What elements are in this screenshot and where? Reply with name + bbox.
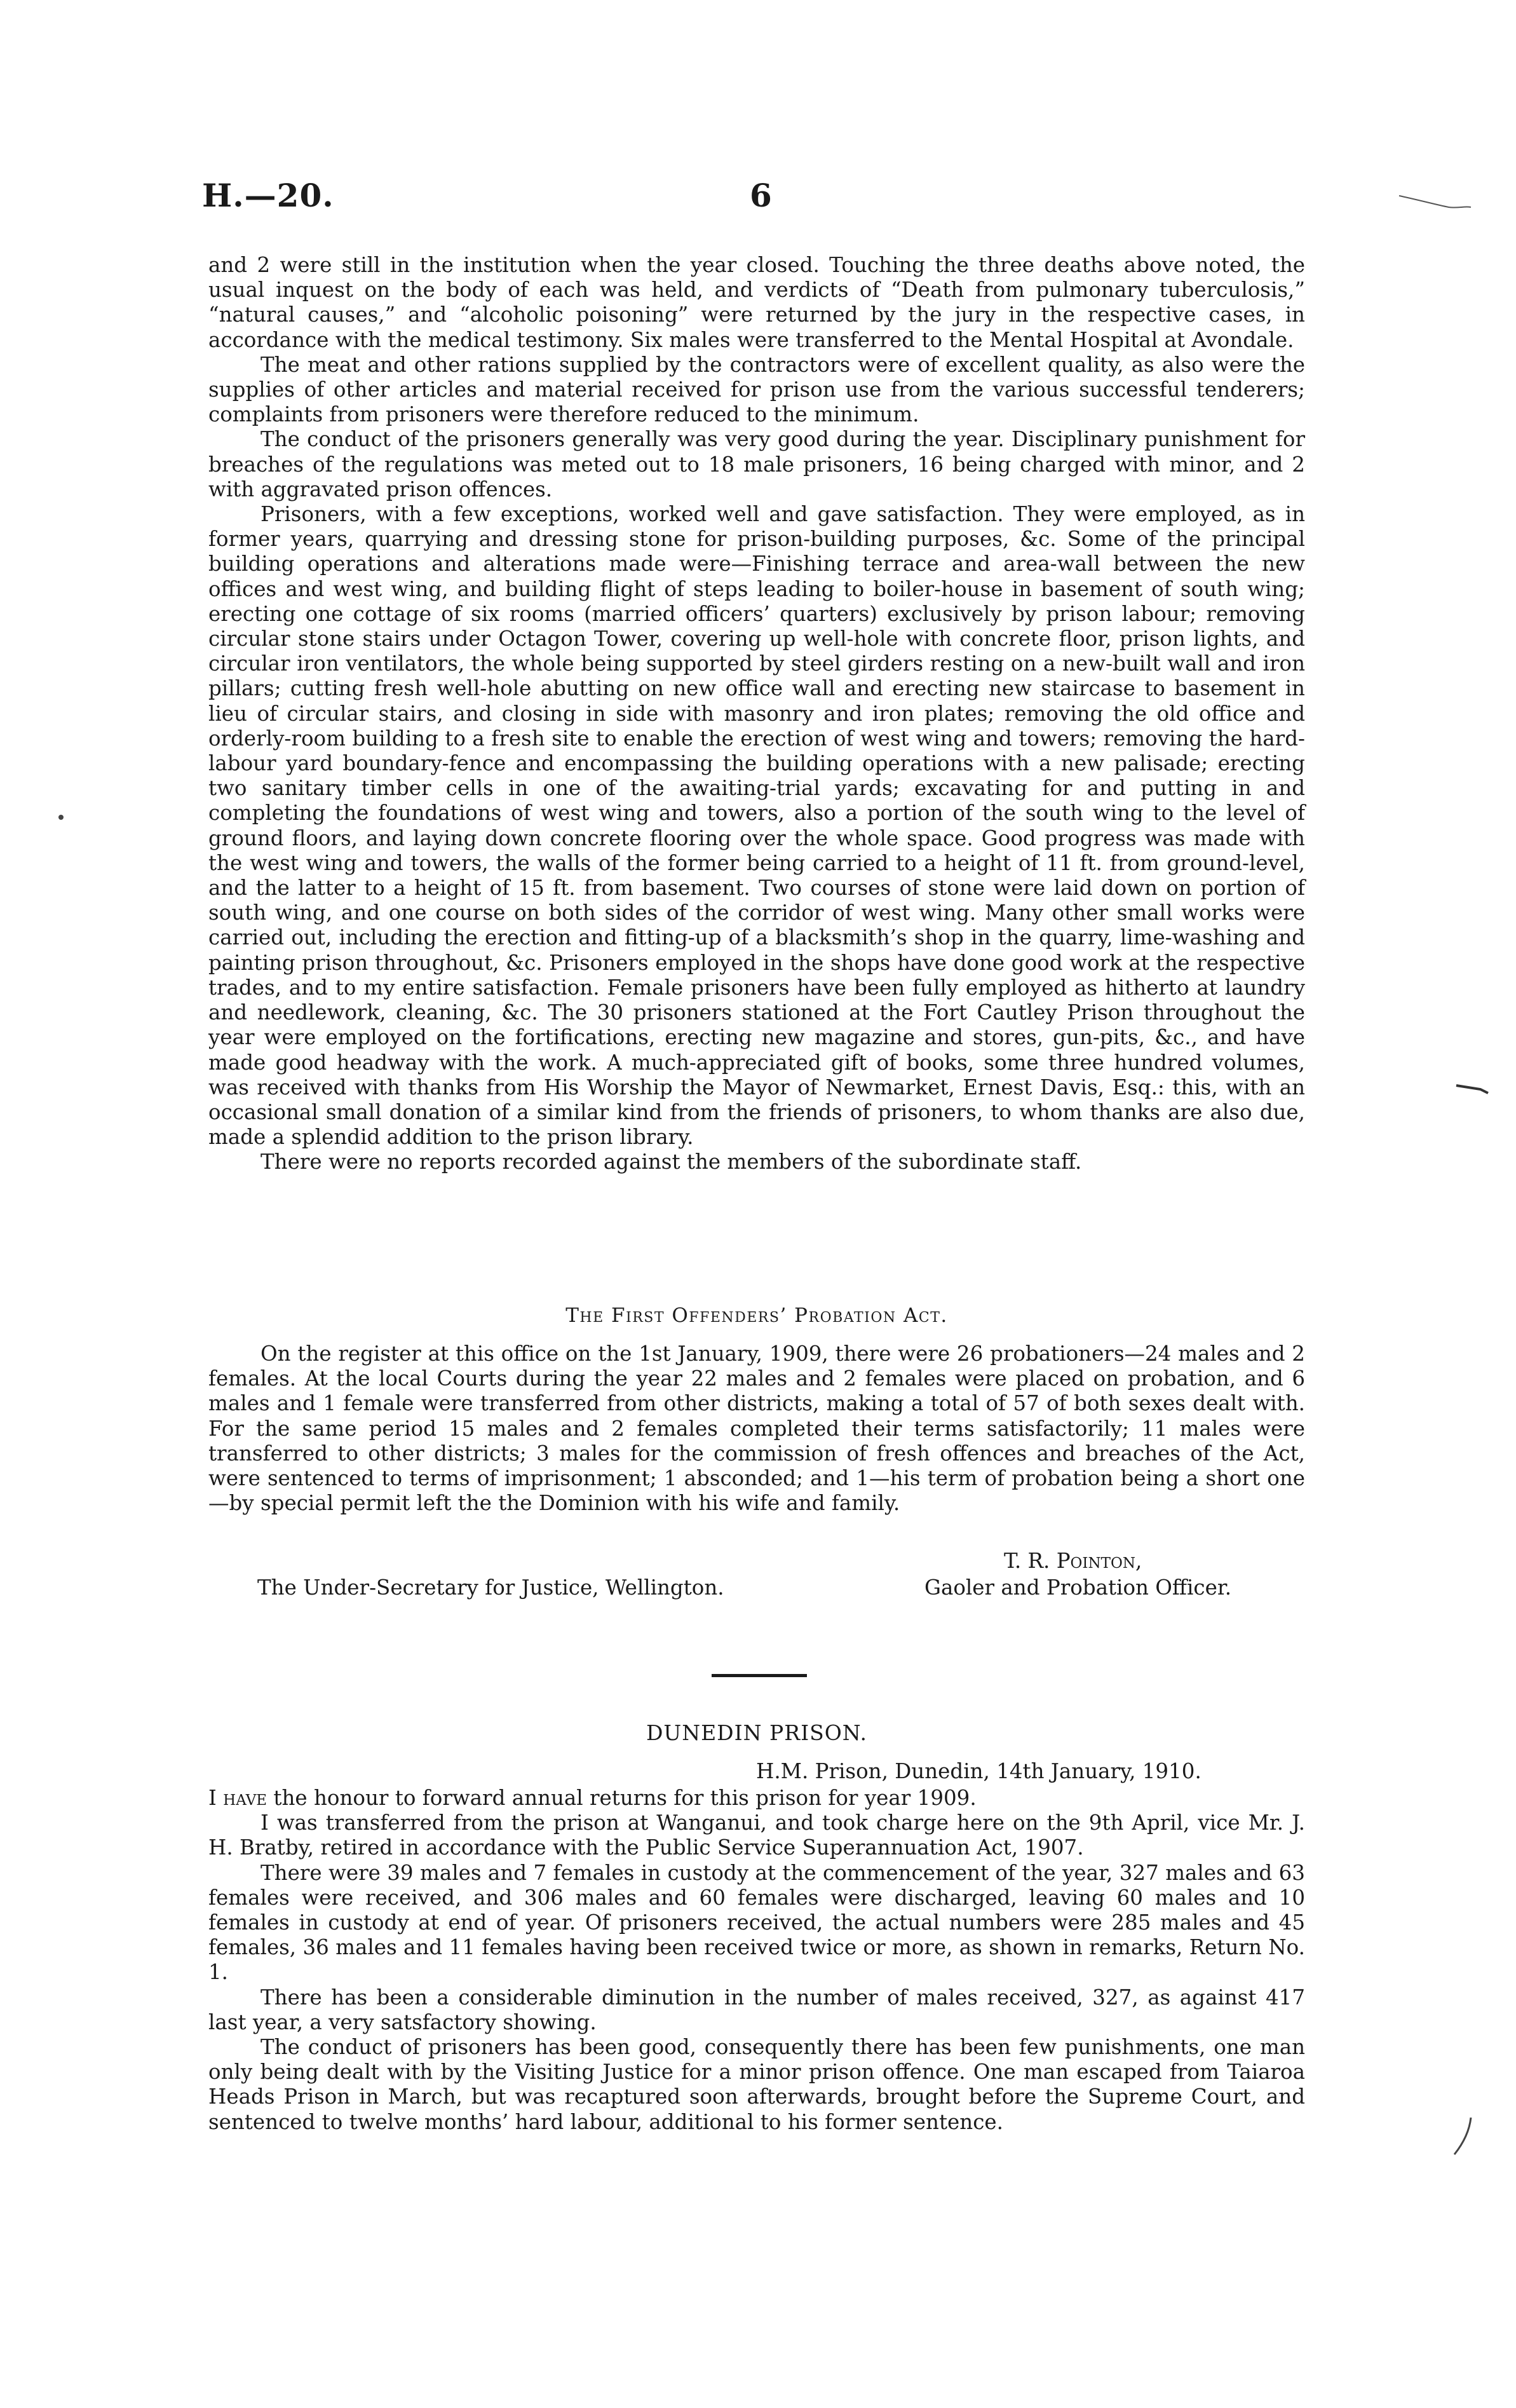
paragraph: and 2 were still in the institution when the year closed. Touching the three deaths above noted, the usual inquest on the body of each was held, and verdicts of “Death from pulmonary tuberculosis,” “natural causes,” and “alcoholic poisoning” were returned by the jury in the respective cases, in accordance with the medical testimony. Six males were transferred to the Mental Hospital at Avondale. (208, 253, 1305, 352)
paragraph: There were no reports recorded against the members of the subordinate staff. (261, 1150, 1082, 1174)
dateline: H.M. Prison, Dunedin, 14th January, 1910. (756, 1759, 1201, 1783)
margin-mark-right (1455, 1080, 1493, 1099)
margin-mark-left (56, 812, 69, 825)
probation-act-section (208, 1342, 1305, 1516)
paragraph: The meat and other rations supplied by the contractors were of excellent quality, as also were the supplies of other articles and material received for prison use from the various successful tenderers; complaints from prisoners were therefore reduced to the minimum. (208, 352, 1305, 427)
opening-lead: I have (208, 1786, 267, 1810)
paragraph: There has been a considerable diminution in the number of males received, 327, as against 417 last year, a very satsfactory showing. (208, 1985, 1305, 2034)
margin-mark-top-right (1398, 191, 1474, 216)
section-title-dunedin-prison: DUNEDIN PRISON. (646, 1720, 868, 1745)
signatory-title: Gaoler and Probation Officer. (924, 1575, 1232, 1600)
section-title-probation-act: The First Offenders’ Probation Act. (565, 1304, 948, 1327)
paragraph: I was transferred from the prison at Wanganui, and took charge here on the 9th April, vice Mr. J. H. Bratby, retired in accordance with the Public Service Superannuation Act, 1907. (208, 1811, 1305, 1860)
signatory-name: T. R. Pointon, (1004, 1549, 1142, 1573)
wanganui-report-continued (208, 253, 1305, 1175)
paragraph: The conduct of the prisoners generally was very good during the year. Disciplinary punishment for breaches of the regulations was meted out to 18 male prisoners, 16 being charged with minor, and 2 with aggravated prison offences. (208, 427, 1305, 501)
paragraph: The conduct of prisoners has been good, consequently there has been few punishments, one man only being dealt with by the Visiting Justice for a minor prison offence. One man escaped from Taiaroa Heads Prison in March, but was recaptured soon afterwards, brought before the Supreme Court, and sentenced to twelve months’ hard labour, additional to his former sentence. (208, 2035, 1305, 2134)
report-reference: H.—20. (202, 177, 334, 214)
paragraph: On the register at this office on the 1st January, 1909, there were 26 probationers—24 males and 2 females. At the local Courts during the year 22 males and 2 females were placed on probation, and 6 males and 1 female were transferred from other districts, making a total of 57 of both sexes dealt with. For the same period 15 males and 2 females completed their terms satisfactorily; 11 males were transferred to other districts; 3 males for the commission of fresh offences and breaches of the Act, were sentenced to terms of imprisonment; 1 absconded; and 1—his term of probation being a short one—by special permit left the the Dominion with his wife and family. (208, 1342, 1305, 1516)
opening-line (208, 1786, 1305, 1811)
section-divider (712, 1674, 807, 1677)
dunedin-prison-report (208, 1786, 1305, 2135)
paragraph: There were 39 males and 7 females in custody at the commencement of the year, 327 males and 63 females were received, and 306 males and 60 females were discharged, leaving 60 males and 10 females in custody at end of year. Of prisoners received, the actual numbers were 285 males and 45 females, 36 males and 11 females having been received twice or more, as shown in remarks, Return No. 1. (208, 1860, 1305, 1985)
opening-rest: the honour to forward annual returns for this prison for year 1909. (267, 1786, 977, 1810)
paragraph: Prisoners, with a few exceptions, worked well and gave satisfaction. They were employed, as in former years, quarrying and dressing stone for prison-building purposes, &c. Some of the principal building operations and alterations made were—Finishing terrace and area-wall between the new offices and west wing, and building flight of steps leading to boiler-house in basement of south wing; erecting one cottage of six rooms (married officers’ quarters) exclusively by prison labour; removing circular stone stairs under Octagon Tower, covering up well-hole with concrete floor, prison lights, and circular iron ventilators, the whole being supported by steel girders resting on a new-built wall and iron pillars; cutting fresh well-hole abutting on new office wall and erecting new staircase to basement in lieu of circular stairs, and closing in side with masonry and iron plates; removing the old office and orderly-room building to a fresh site to enable the erection of west wing and towers; removing the hard-labour yard boundary-fence and encompassing the building operations with a new palisade; erecting two sanitary timber cells in one of the awaiting-trial yards; excavating for and putting in and completing the foundations of west wing and towers, also a portion of the south wing to the level of ground floors, and laying down concrete flooring over the whole space. Good progress was made with the west wing and towers, the walls of the former being carried to a height of 11 ft. from ground-level, and the latter to a height of 15 ft. from basement. Two courses of stone were laid down on portion of south wing, and one course on both sides of the corridor of west wing. Many other small works were carried out, including the erection and fitting-up of a blacksmith’s shop in the quarry, lime-washing and painting prison throughout, &c. Prisoners employed in the shops have done good work at the respective trades, and to my entire satisfaction. Female prisoners have been fully employed as hitherto at laundry and needlework, cleaning, &c. The 30 prisoners stationed at the Fort Cautley Prison throughout the year were employed on the fortifications, erecting new magazine and stores, gun-pits, &c., and have made good headway with the work. A much-appreciated gift of books, some three hundred volumes, was received with thanks from His Worship the Mayor of Newmarket, Ernest Davis, Esq.: this, with an occasional small donation of a similar kind from the friends of prisoners, to whom thanks are also due, made a splendid addition to the prison library. (208, 502, 1305, 1150)
addressee: The Under-Secretary for Justice, Wellington. (257, 1575, 724, 1600)
margin-mark-bottom-right (1452, 2116, 1484, 2161)
page-number: 6 (750, 177, 772, 214)
